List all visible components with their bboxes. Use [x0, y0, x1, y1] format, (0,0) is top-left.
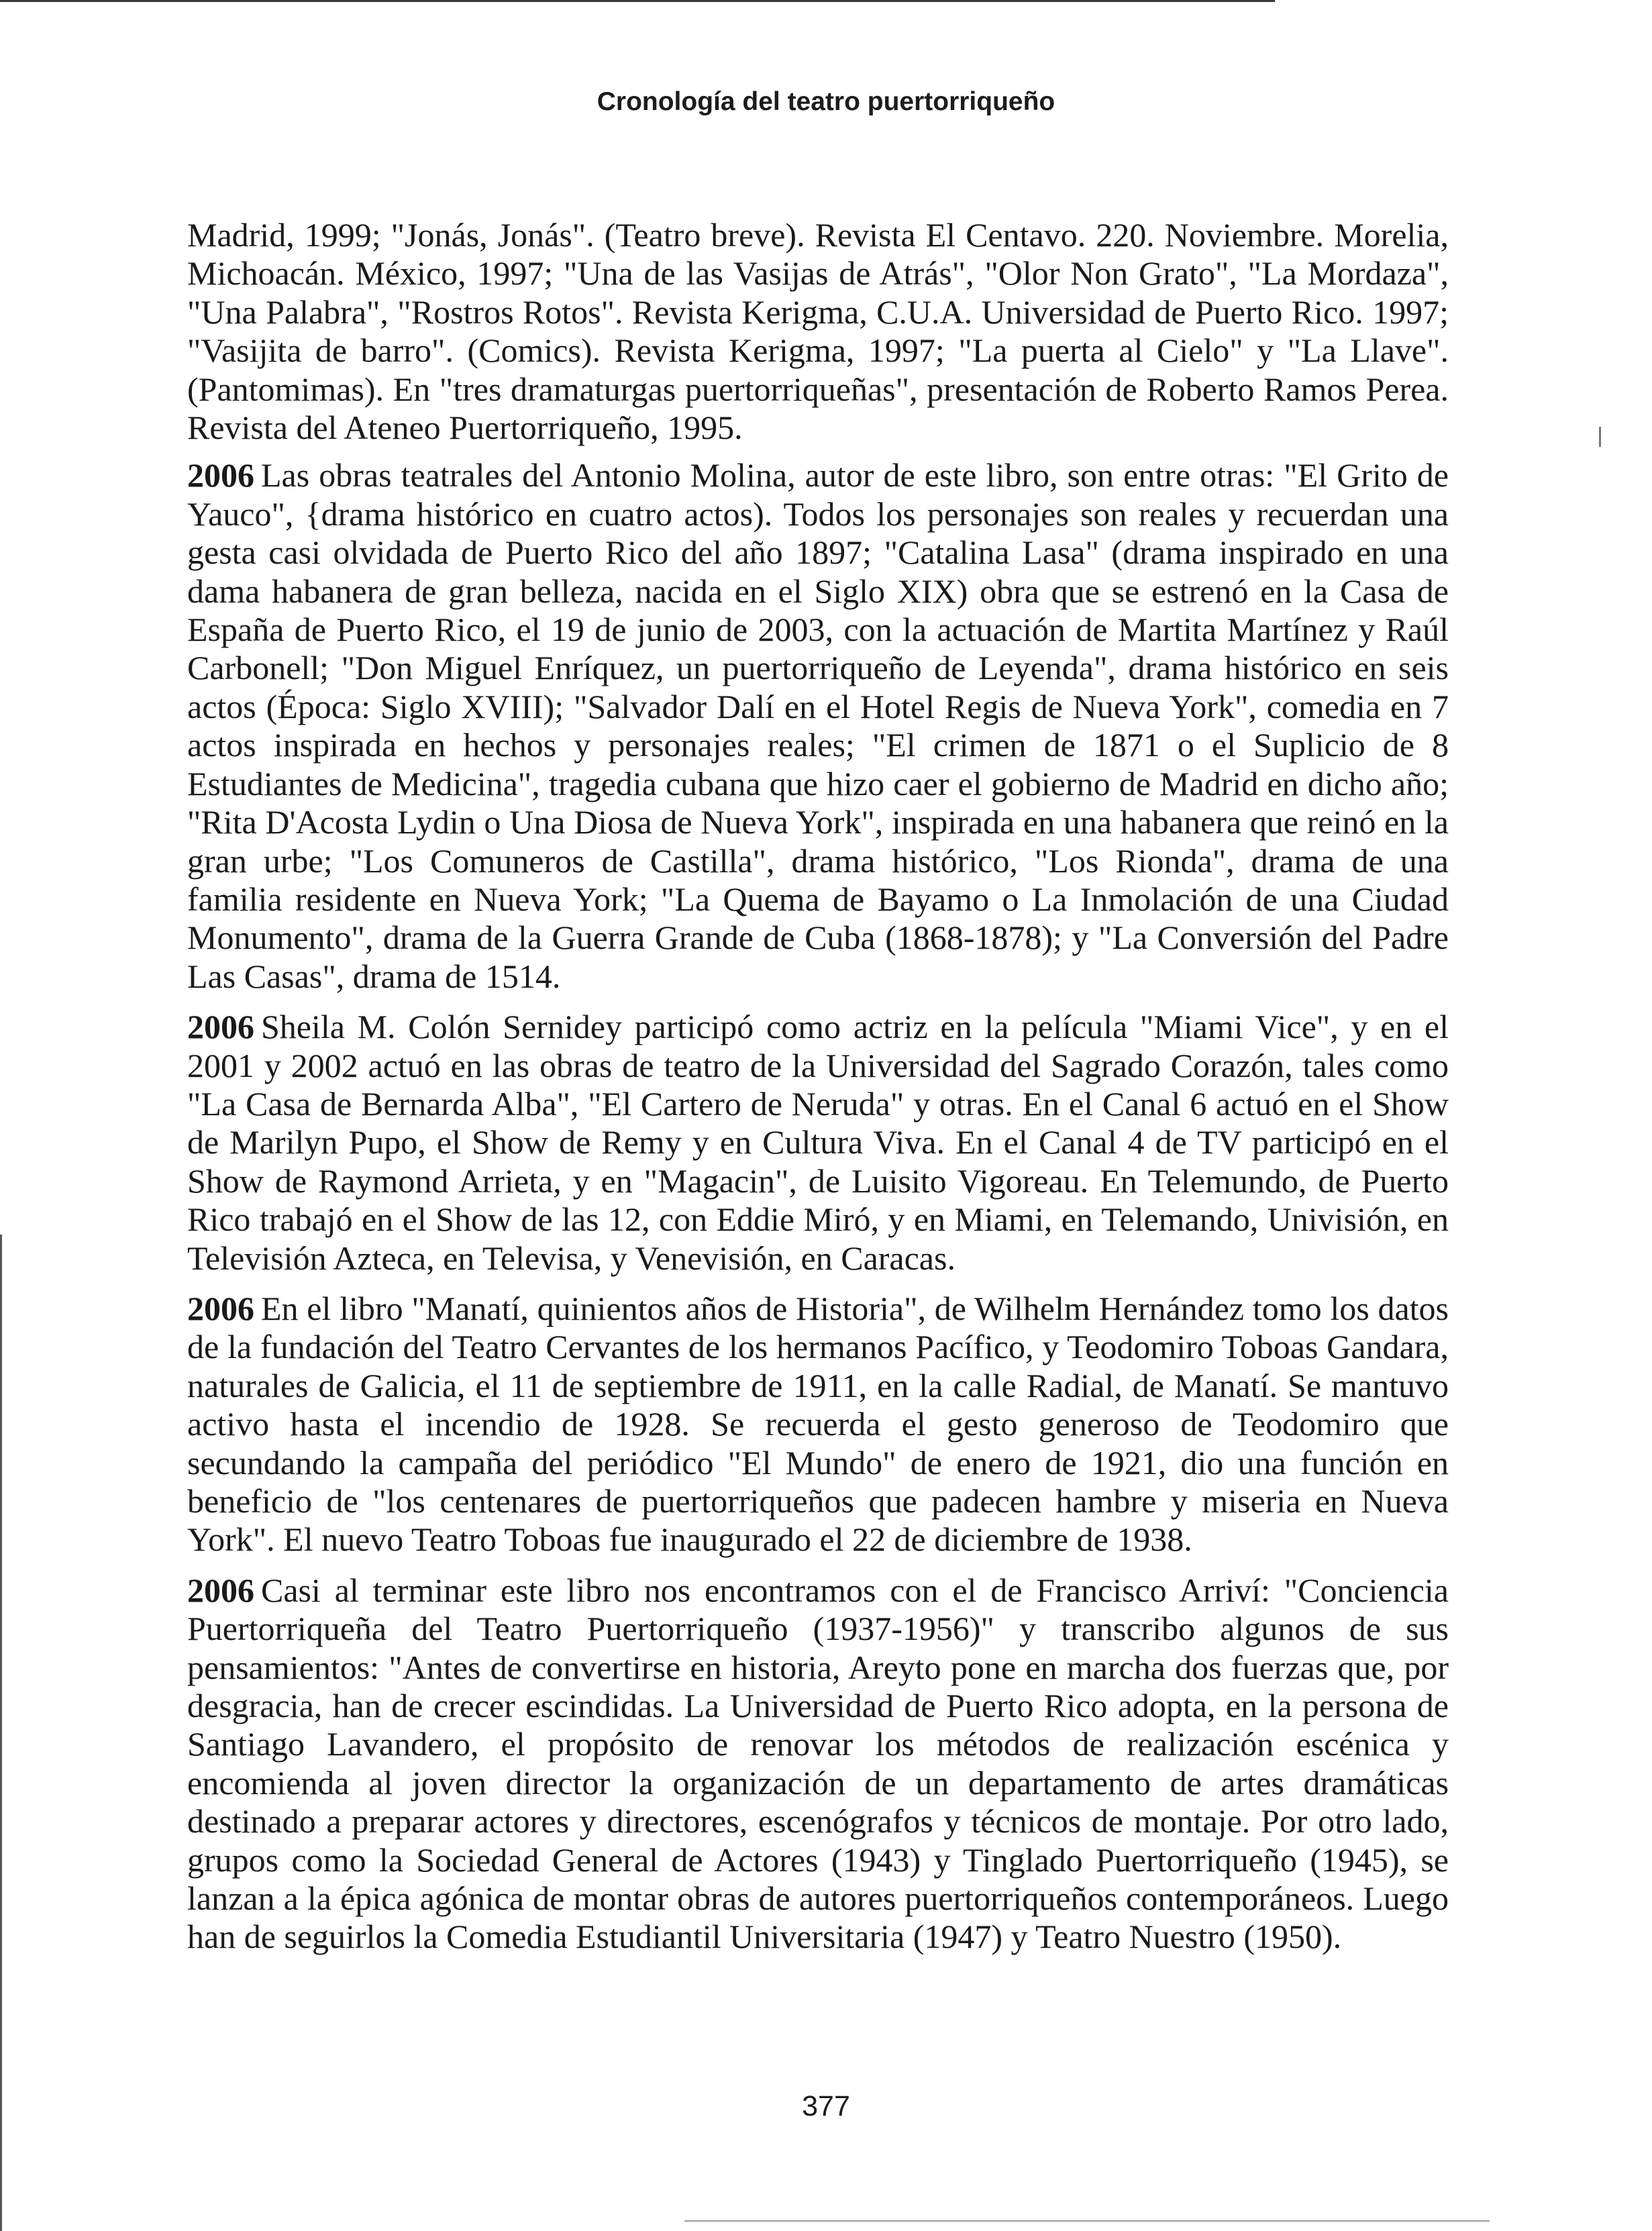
entry-year: 2006 [187, 1571, 254, 1609]
scan-border-bottom [684, 2220, 1490, 2222]
entry-text: Sheila M. Colón Sernidey participó como actriz en la película "Miami Vice", y en el 2001 y 2002 actuó en las obras de teatro de la Universidad del Sagrado Corazón, tales como "La Casa de Bernarda Alba", "El Cartero de Neruda" y otras. En el Canal 6 actuó en el Show de Marilyn Pupo, el Show de Remy y en Cultura Viva. En el Canal 4 de TV participó en el Show de Raymond Arrieta, y en "Magacin", de Luisito Vigoreau. En Telemundo, de Puerto Rico trabajó en el Show de las 12, con Eddie Miró, y en Miami, en Telemando, Univisión, en Televisión Azteca, en Televisa, y Venevisión, en Caracas. [187, 1008, 1449, 1277]
continuation-paragraph: Madrid, 1999; "Jonás, Jonás". (Teatro breve). Revista El Centavo. 220. Noviembre. Morelia, Michoacán. México, 1997; "Una de las Vasijas de Atrás", "Olor Non Grato", "La Mordaza", "Una Palabra", "Rostros Rotos". Revista Kerigma, C.U.A. Universidad de Puerto Rico. 1997; "Vasijita de barro". (Comics). Revista Kerigma, 1997; "La puerta al Cielo" y "La Llave". (Pantomimas). En "tres dramaturgas puertorriqueñas", presentación de Roberto Ramos Perea. Revista del Ateneo Puertorriqueño, 1995. [187, 216, 1449, 447]
scan-border-top [0, 0, 1275, 2]
page-number: 377 [802, 2090, 850, 2122]
running-header: Cronología del teatro puertorriqueño [597, 87, 1055, 116]
entry-year: 2006 [187, 1008, 254, 1046]
entry-paragraph [187, 1008, 1449, 1278]
entry-year: 2006 [187, 456, 254, 495]
scan-mark-right [1599, 427, 1601, 447]
scan-border-left [0, 1235, 2, 2231]
body-text [187, 216, 1449, 1969]
entry-text: Las obras teatrales del Antonio Molina, autor de este libro, son entre otras: "El Grito de Yauco", {drama histórico en cuatro actos). Todos los personajes son reales y recuerdan una gesta casi olvidada de Puerto Rico del año 1897; "Catalina Lasa" (drama inspirado en una dama habanera de gran belleza, nacida en el Siglo XIX) obra que se estrenó en la Casa de España de Puerto Rico, el 19 de junio de 2003, con la actuación de Martita Martínez y Raúl Carbonell; "Don Miguel Enríquez, un puertorriqueño de Leyenda", drama histórico en seis actos (Época: Siglo XVIII); "Salvador Dalí en el Hotel Regis de Nueva York", comedia en 7 actos inspirada en hechos y personajes reales; "El crimen de 1871 o el Suplicio de 8 Estudiantes de Medicina", tragedia cubana que hizo caer el gobierno de Madrid en dicho año; "Rita D'Acosta Lydin o Una Diosa de Nueva York", inspirada en una habanera que reinó en la gran urbe; "Los Comuneros de Castilla", drama histórico, "Los Rionda", drama de una familia residente en Nueva York; "La Quema de Bayamo o La Inmolación de una Ciudad Monumento", drama de la Guerra Grande de Cuba (1868-1878); y "La Conversión del Padre Las Casas", drama de 1514. [187, 456, 1449, 995]
entry-text: Casi al terminar este libro nos encontramos con el de Francisco Arriví: "Conciencia Puertorriqueña del Teatro Puertorriqueño (1937-1956)" y transcribo algunos de sus pensamientos: "Antes de convertirse en historia, Areyto pone en marcha dos fuerzas que, por desgracia, han de crecer escindidas. La Universidad de Puerto Rico adopta, en la persona de Santiago Lavandero, el propósito de renovar los métodos de realización escénica y encomienda al joven director la organización de un departamento de artes dramáticas destinado a preparar actores y directores, escenógrafos y técnicos de montaje. Por otro lado, grupos como la Sociedad General de Actores (1943) y Tinglado Puertorriqueño (1945), se lanzan a la épica agónica de montar obras de autores puertorriqueños contemporáneos. Luego han de seguirlos la Comedia Estudiantil Universitaria (1947) y Teatro Nuestro (1950). [187, 1571, 1449, 1956]
entry-paragraph [187, 1571, 1449, 1957]
entry-year: 2006 [187, 1289, 254, 1327]
entry-paragraph [187, 1290, 1449, 1559]
entry-text: En el libro "Manatí, quinientos años de Historia", de Wilhelm Hernández tomo los datos de la fundación del Teatro Cervantes de los hermanos Pacífico, y Teodomiro Toboas Gandara, naturales de Galicia, el 11 de septiembre de 1911, en la calle Radial, de Manatí. Se mantuvo activo hasta el incendio de 1928. Se recuerda el gesto generoso de Teodomiro que secundando la campaña del periódico "El Mundo" de enero de 1921, dio una función en beneficio de "los centenares de puertorriqueños que padecen hambre y miseria en Nueva York". El nuevo Teatro Toboas fue inaugurado el 22 de diciembre de 1938. [187, 1289, 1449, 1559]
entry-paragraph [187, 456, 1449, 996]
